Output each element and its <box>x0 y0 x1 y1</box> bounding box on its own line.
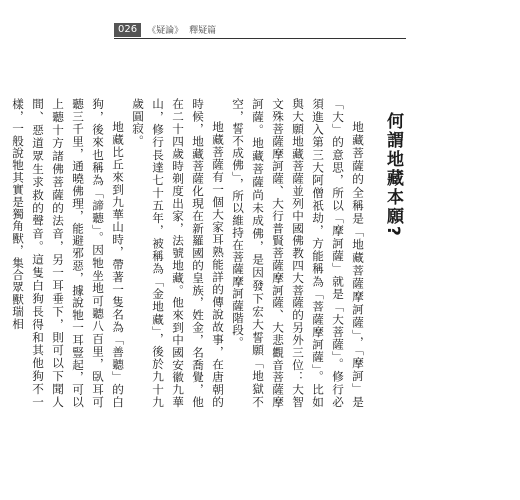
page-header <box>114 22 406 39</box>
body-text <box>11 98 368 408</box>
section-heading: 何謂地藏本願? <box>383 112 403 238</box>
page-number: 026 <box>114 23 141 37</box>
book-title: 《疑論》 <box>147 26 184 36</box>
chapter-title: 釋疑篇 <box>189 26 217 36</box>
paragraph-3: 地藏比丘來到九華山時，帶著一隻名為「善聽」的白狗，後來也稱為「諦聽」。因牠坐地可聽八百里，臥耳可聽三千里，通曉佛理，能避邪惡，據說牠一耳豎起，可以上聽十方諸佛菩薩的法音，另一耳垂下，則可以下聞人間、惡道眾生求救的聲音。這隻白狗長得和其他狗不一樣，一般說牠其實是獨角獸，集合眾獸瑞相 <box>11 98 125 408</box>
paragraph-2: 地藏菩薩有一個大家耳熟能詳的傳說故事，在唐朝的時候，地藏菩薩化現在新羅國的皇族，姓金，名喬覺，他在二十四歲時剃度出家，法號地藏。他來到中國安徽九華山，修行長達七十五年，被稱為「金地藏」，後於九十九歲圓寂。 <box>131 98 225 408</box>
paragraph-1: 地藏菩薩的全稱是「地藏菩薩摩訶薩」，「摩訶」是「大」的意思，所以「摩訶薩」就是「大菩薩」。修行必須進入第三大阿僧祇劫，方能稱為「菩薩摩訶薩」。比如與大願地藏菩薩並列中國佛教四大菩薩的另外三位：大智文殊菩薩摩訶薩、大行普賢菩薩摩訶薩、大悲觀音菩薩摩訶薩。地藏菩薩尚未成佛，是因發下宏大誓願「地獄不空，誓不成佛」，所以維持在菩薩摩訶薩階段。 <box>231 98 365 408</box>
